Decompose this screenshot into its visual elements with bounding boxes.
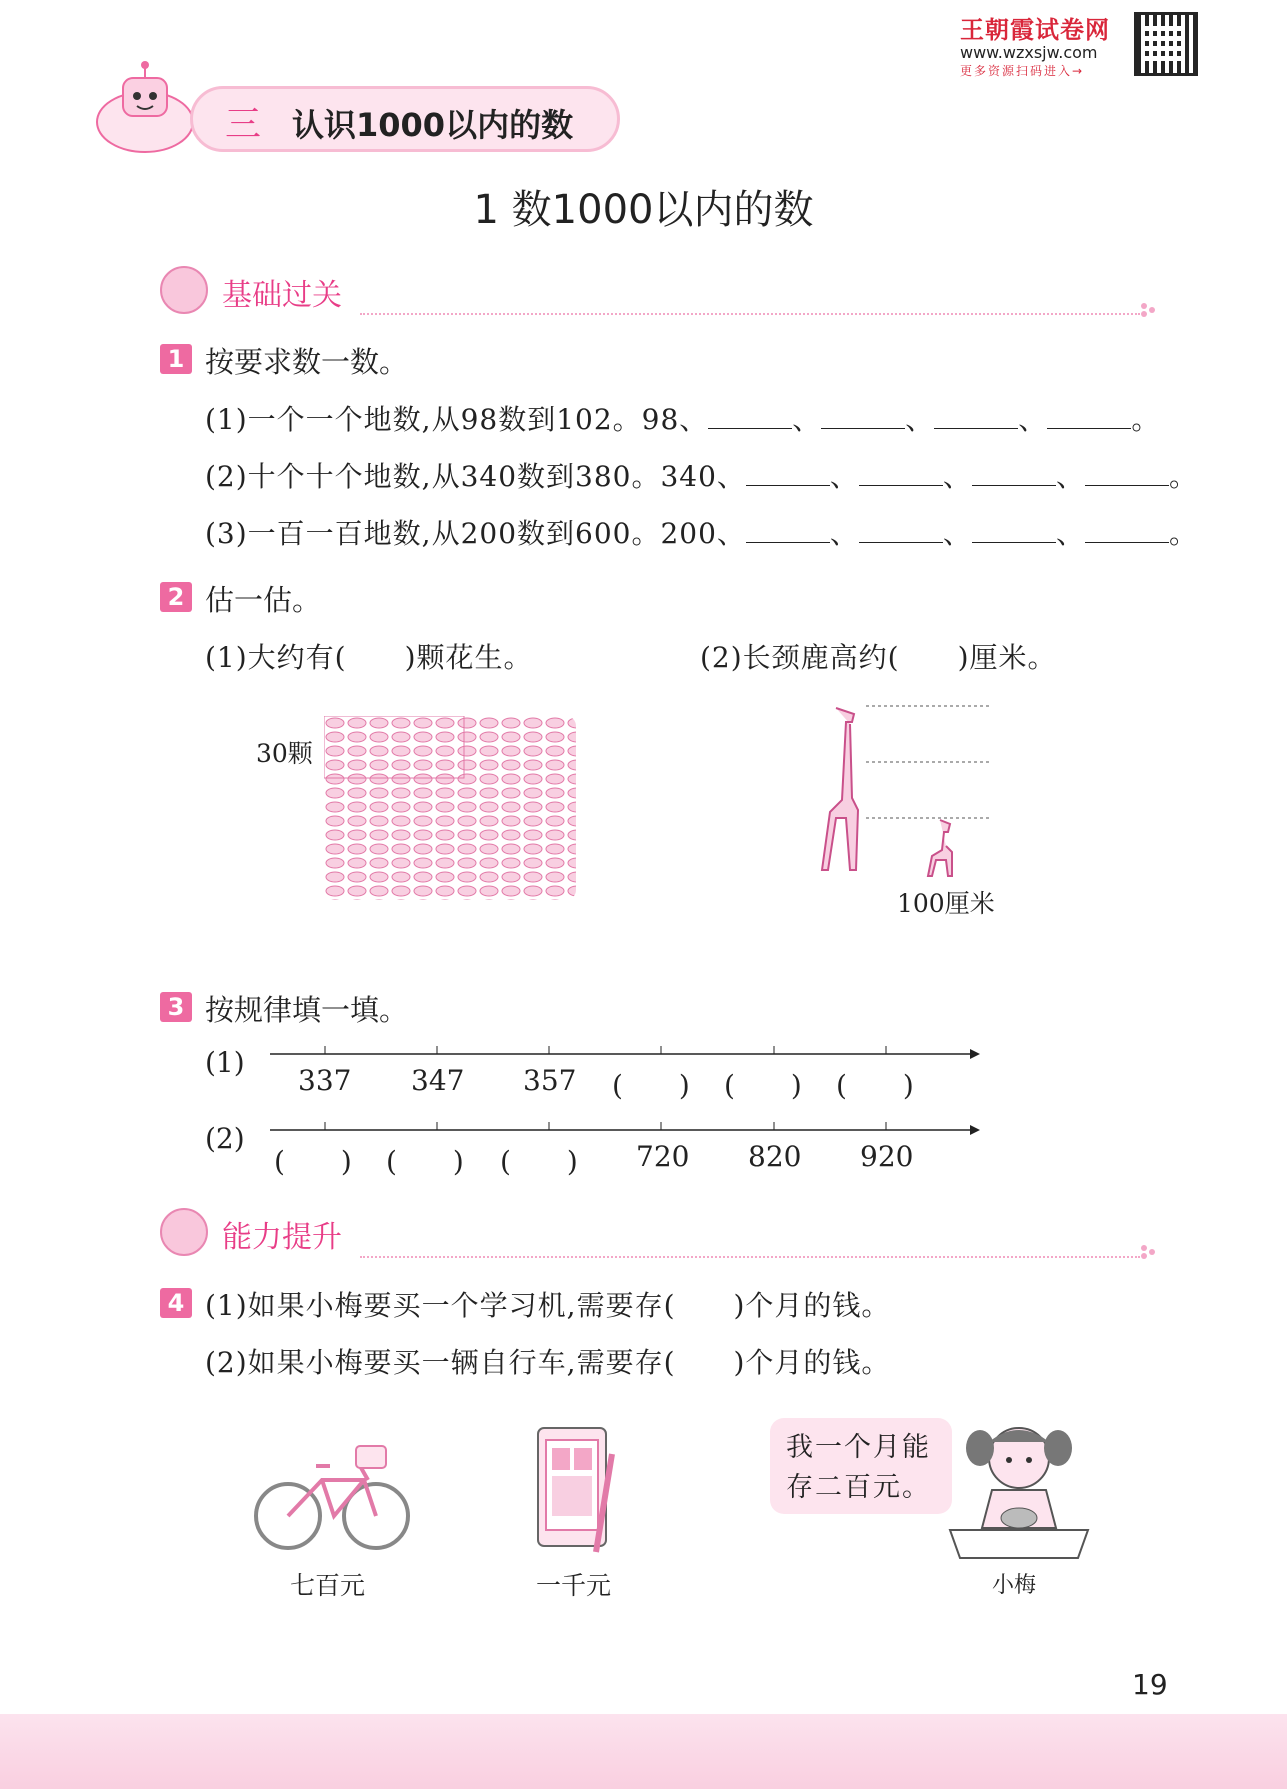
chapter-title: 认识1000以内的数 xyxy=(292,106,574,144)
question-title: 按规律填一填。 xyxy=(205,993,409,1027)
learning-tablet-image xyxy=(534,1424,624,1560)
number-line-answer[interactable]: ( ) xyxy=(724,1069,802,1102)
q1-line-2: (2)十个十个地数,从340数到380。340、 、 、 、 。 xyxy=(205,460,1198,493)
answer-blank[interactable] xyxy=(746,520,830,543)
question-number: 2 xyxy=(160,582,192,612)
answer-blank[interactable] xyxy=(1085,463,1169,486)
robot-mascot-icon xyxy=(85,60,205,160)
brand-name: 王朝霞试卷网 xyxy=(960,16,1110,44)
number-line-answer[interactable]: ( ) xyxy=(500,1145,578,1178)
brand-scan-hint: 更多资源扫码进入→ xyxy=(960,64,1085,78)
peanuts-image xyxy=(324,716,576,900)
number-line-answer[interactable]: ( ) xyxy=(274,1145,352,1178)
girl-name-label: 小梅 xyxy=(992,1573,1037,1598)
number-line-1-label: (1) xyxy=(205,1046,245,1079)
answer-blank[interactable] xyxy=(972,520,1056,543)
number-line-answer[interactable]: ( ) xyxy=(612,1069,690,1102)
peanut-sample-label: 30颗 xyxy=(256,739,313,768)
section-advanced-title: 能力提升 xyxy=(222,1220,342,1255)
question-title: 按要求数一数。 xyxy=(205,345,409,379)
answer-blank[interactable] xyxy=(746,463,830,486)
page-number: 19 xyxy=(1132,1668,1168,1701)
tablet-price-label: 一千元 xyxy=(536,1571,612,1600)
question-title: 估一估。 xyxy=(205,583,322,617)
number-line-2-label: (2) xyxy=(205,1122,245,1155)
number-line-value: 347 xyxy=(411,1064,465,1097)
number-line-value: 920 xyxy=(860,1140,914,1173)
footer-band xyxy=(0,1714,1287,1789)
section-divider xyxy=(360,1256,1140,1258)
answer-blank[interactable] xyxy=(859,520,943,543)
answer-blank[interactable] xyxy=(934,406,1018,429)
bicycle-image xyxy=(252,1436,412,1556)
dots-icon xyxy=(1140,1244,1156,1260)
q4-line-1: (1)如果小梅要买一个学习机,需要存( )个月的钱。 xyxy=(205,1289,891,1322)
qr-code-icon[interactable] xyxy=(1134,12,1198,76)
answer-blank[interactable] xyxy=(708,406,792,429)
q1-line-3-text: (3)一百一百地数,从200数到600。200、 xyxy=(205,517,746,550)
brand-url[interactable]: www.wzxsjw.com xyxy=(960,43,1098,62)
answer-blank[interactable] xyxy=(859,463,943,486)
line-end: 。 xyxy=(1131,403,1161,436)
dots-icon xyxy=(1140,302,1156,318)
answer-blank[interactable] xyxy=(1085,520,1169,543)
bicycle-price-label: 七百元 xyxy=(290,1571,366,1600)
number-line-value: 337 xyxy=(298,1064,352,1097)
brand-block xyxy=(960,10,1130,79)
q1-line-3: (3)一百一百地数,从200数到600。200、 、 、 、 。 xyxy=(205,517,1198,550)
answer-blank[interactable] xyxy=(972,463,1056,486)
q4-line-2: (2)如果小梅要买一辆自行车,需要存( )个月的钱。 xyxy=(205,1346,891,1379)
giraffe-image xyxy=(806,700,1006,880)
q1-line-2-text: (2)十个十个地数,从340数到380。340、 xyxy=(205,460,746,493)
lesson-title: 1 数1000以内的数 xyxy=(473,187,814,233)
q2-part-2: (2)长颈鹿高约( )厘米。 xyxy=(700,641,1057,674)
section-basic-title: 基础过关 xyxy=(222,278,342,313)
section-divider xyxy=(360,313,1140,315)
number-line-1 xyxy=(270,1044,982,1064)
number-line-answer[interactable]: ( ) xyxy=(386,1145,464,1178)
number-line-answer[interactable]: ( ) xyxy=(836,1069,914,1102)
q1-line-1-text: (1)一个一个地数,从98数到102。98、 xyxy=(205,403,709,436)
speech-text: 我一个月能存二百元。 xyxy=(786,1432,931,1503)
question-number: 4 xyxy=(160,1288,192,1318)
answer-blank[interactable] xyxy=(821,406,905,429)
line-end: 。 xyxy=(1168,517,1198,550)
question-number: 1 xyxy=(160,344,192,374)
line-end: 。 xyxy=(1168,460,1198,493)
q2-part-1: (1)大约有( )颗花生。 xyxy=(205,641,533,674)
section-avatar-icon xyxy=(160,266,208,314)
answer-blank[interactable] xyxy=(1047,406,1131,429)
number-line-value: 357 xyxy=(523,1064,577,1097)
number-line-value: 720 xyxy=(636,1140,690,1173)
number-line-value: 820 xyxy=(748,1140,802,1173)
section-avatar-icon xyxy=(160,1208,208,1256)
girl-xiaomei-image xyxy=(944,1418,1094,1568)
giraffe-scale-label: 100厘米 xyxy=(897,889,995,918)
q1-line-1: (1)一个一个地数,从98数到102。98、 、 、 、 。 xyxy=(205,403,1161,436)
number-line-2 xyxy=(270,1120,982,1140)
chapter-number: 三 xyxy=(225,104,262,145)
question-number: 3 xyxy=(160,992,192,1022)
